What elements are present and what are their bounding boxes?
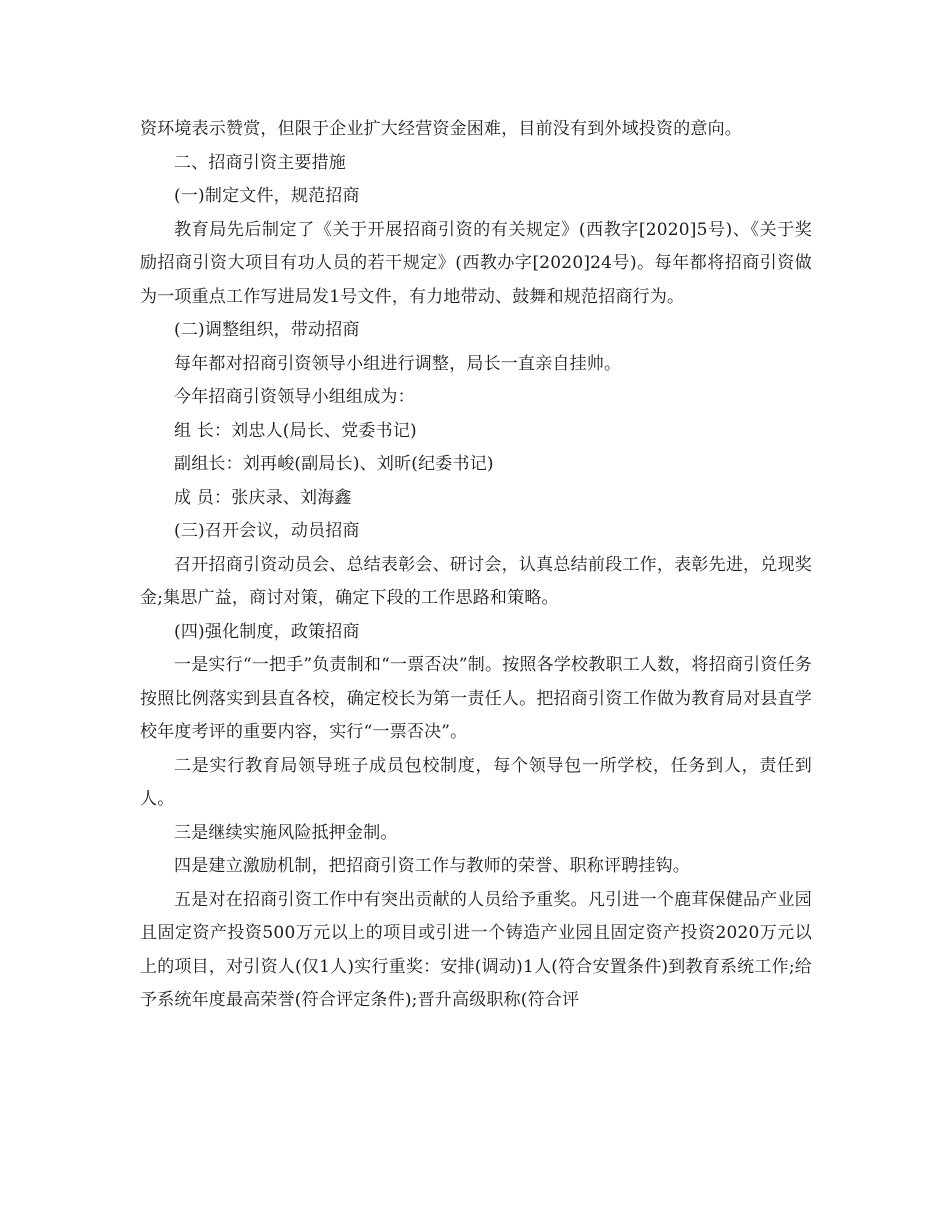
member-line: 成 员：张庆录、刘海鑫 <box>174 487 352 508</box>
paragraph: 资环境表示赞赏，但限于企业扩大经营资金困难，目前没有到外域投资的意向。 <box>140 119 742 139</box>
member-line: 副组长：刘再峻(副局长)、刘昕(纪委书记) <box>174 454 494 474</box>
subsection-heading: (一)制定文件，规范招商 <box>174 186 360 206</box>
subsection-heading: (四)强化制度，政策招商 <box>174 621 360 642</box>
section-heading: 二、招商引资主要措施 <box>174 152 346 173</box>
paragraph: 二是实行教育局领导班子成员包校制度，每个领导包一所学校，任务到人，责任到人。 <box>140 755 812 809</box>
paragraph: 一是实行“一把手”负责制和“一票否决”制。按照各学校教职工人数，将招商引资任务按照比例落实到县直各校，确定校长为第一责任人。把招商引资工作做为教育局对县直学校年度考评的重要内容，实行“一票否决”。 <box>140 655 812 742</box>
document-body <box>140 113 812 1018</box>
subsection-heading: (三)召开会议，动员招商 <box>174 521 360 541</box>
paragraph: 教育局先后制定了《关于开展招商引资的有关规定》(西教字[2020]5号)、《关于奖励招商引资大项目有功人员的若干规定》(西教办字[2020]24号)。每年都将招商引资做为一项重点工作写进局发1号文件，有力地带动、鼓舞和规范招商行为。 <box>140 219 812 307</box>
paragraph: 召开招商引资动员会、总结表彰会、研讨会，认真总结前段工作，表彰先进，兑现奖金;集思广益，商讨对策，确定下段的工作思路和策略。 <box>140 554 812 608</box>
paragraph: 今年招商引资领导小组组成为： <box>174 387 415 407</box>
paragraph: 每年都对招商引资领导小组进行调整，局长一直亲自挂帅。 <box>174 353 622 374</box>
paragraph: 三是继续实施风险抵押金制。 <box>174 822 398 843</box>
member-line: 组 长：刘忠人(局长、党委书记) <box>174 420 417 441</box>
paragraph: 四是建立激励机制，把招商引资工作与教师的荣誉、职称评聘挂钩。 <box>174 856 690 876</box>
subsection-heading: (二)调整组织，带动招商 <box>174 320 360 340</box>
paragraph: 五是对在招商引资工作中有突出贡献的人员给予重奖。凡引进一个鹿茸保健品产业园且固定资产投资500万元以上的项目或引进一个铸造产业园且固定资产投资2020万元以上的项目，对引资人(仅1人)实行重奖：安排(调动)1人(符合安置条件)到教育系统工作;给予系统年度最高荣誉(符合评定条件);晋升高级职称(符合评 <box>140 889 812 1010</box>
